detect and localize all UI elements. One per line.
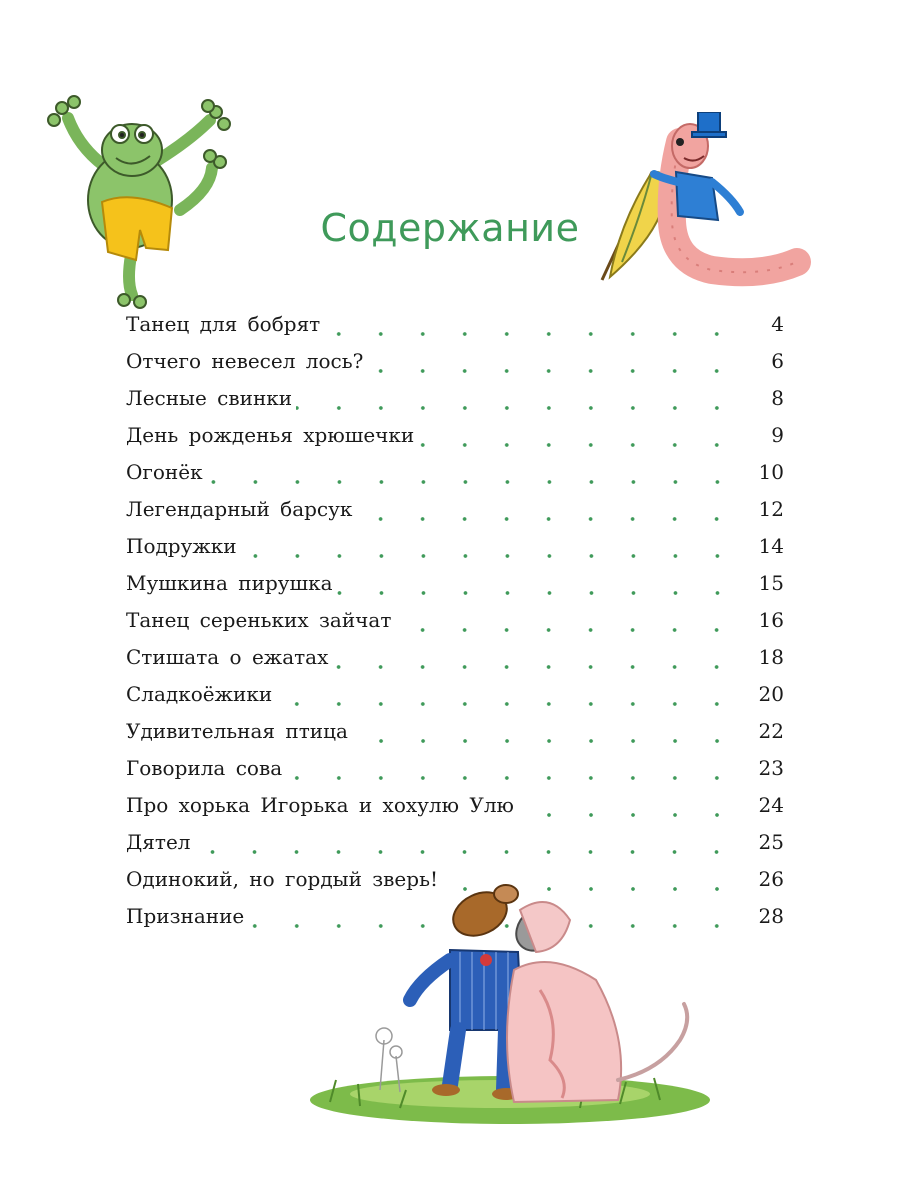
toc-entry-title: Мушкина пирушка (126, 571, 337, 595)
toc-dot-leader (286, 774, 738, 782)
toc-entry-title: Удивительная птица (126, 719, 352, 743)
toc-entry[interactable] (126, 682, 784, 719)
toc-dot-leader (207, 478, 738, 486)
toc-entry-title: Танец для бобрят (126, 312, 324, 336)
toc-entry-page-number: 22 (758, 719, 784, 743)
toc-entry[interactable] (126, 386, 784, 423)
toc-entry-page-number: 26 (758, 867, 784, 891)
toc-entry[interactable] (126, 756, 784, 793)
toc-dot-leader (324, 330, 738, 338)
rat-couple-illustration (300, 880, 710, 1140)
toc-entry[interactable] (126, 793, 784, 830)
toc-entry-page-number: 20 (758, 682, 784, 706)
toc-dot-leader (241, 552, 738, 560)
toc-dot-leader (518, 811, 738, 819)
toc-dot-leader (418, 441, 738, 449)
frog-illustration (40, 90, 240, 310)
toc-entry-title: Легендарный барсук (126, 497, 356, 521)
toc-entry-title: Огонёк (126, 460, 207, 484)
table-of-contents (126, 312, 784, 941)
toc-entry-title: Дятел (126, 830, 194, 854)
toc-entry[interactable] (126, 312, 784, 349)
toc-entry-title: Одинокий, но гордый зверь! (126, 867, 442, 891)
toc-entry-title: Признание (126, 904, 248, 928)
toc-entry-title: День рожденья хрюшечки (126, 423, 418, 447)
toc-entry-title: Сладкоёжики (126, 682, 276, 706)
toc-entry-page-number: 4 (771, 312, 784, 336)
toc-entry-page-number: 14 (758, 534, 784, 558)
toc-entry-title: Подружки (126, 534, 241, 558)
toc-entry-page-number: 16 (758, 608, 784, 632)
toc-entry-page-number: 6 (771, 349, 784, 373)
toc-entry-page-number: 15 (758, 571, 784, 595)
toc-entry-title: Танец сереньких зайчат (126, 608, 395, 632)
toc-dot-leader (332, 663, 738, 671)
toc-dot-leader (276, 700, 738, 708)
toc-entry-page-number: 25 (758, 830, 784, 854)
toc-entry[interactable] (126, 460, 784, 497)
toc-entry-page-number: 28 (758, 904, 784, 928)
toc-dot-leader (296, 404, 738, 412)
toc-entry-page-number: 18 (758, 645, 784, 669)
toc-entry[interactable] (126, 719, 784, 756)
toc-entry[interactable] (126, 497, 784, 534)
toc-entry[interactable] (126, 645, 784, 682)
toc-entry[interactable] (126, 608, 784, 645)
toc-entry[interactable] (126, 349, 784, 386)
toc-dot-leader (194, 848, 738, 856)
toc-entry-page-number: 9 (771, 423, 784, 447)
toc-dot-leader (395, 626, 738, 634)
toc-entry-title: Лесные свинки (126, 386, 296, 410)
toc-entry-title: Отчего невесел лось? (126, 349, 367, 373)
toc-entry[interactable] (126, 571, 784, 608)
toc-entry[interactable] (126, 423, 784, 460)
toc-entry-page-number: 24 (758, 793, 784, 817)
toc-dot-leader (352, 737, 738, 745)
toc-entry-title: Говорила сова (126, 756, 286, 780)
toc-entry-title: Про хорька Игорька и хохулю Улю (126, 793, 518, 817)
worm-with-umbrella-illustration (592, 112, 816, 287)
toc-entry[interactable] (126, 534, 784, 571)
toc-entry-page-number: 23 (758, 756, 784, 780)
toc-dot-leader (367, 367, 738, 375)
toc-dot-leader (356, 515, 738, 523)
toc-entry-page-number: 10 (758, 460, 784, 484)
page-title: Содержание (320, 206, 580, 250)
toc-dot-leader (337, 589, 738, 597)
toc-entry-title: Стишата о ежатах (126, 645, 332, 669)
toc-entry[interactable] (126, 830, 784, 867)
toc-entry-page-number: 8 (771, 386, 784, 410)
toc-entry-page-number: 12 (758, 497, 784, 521)
